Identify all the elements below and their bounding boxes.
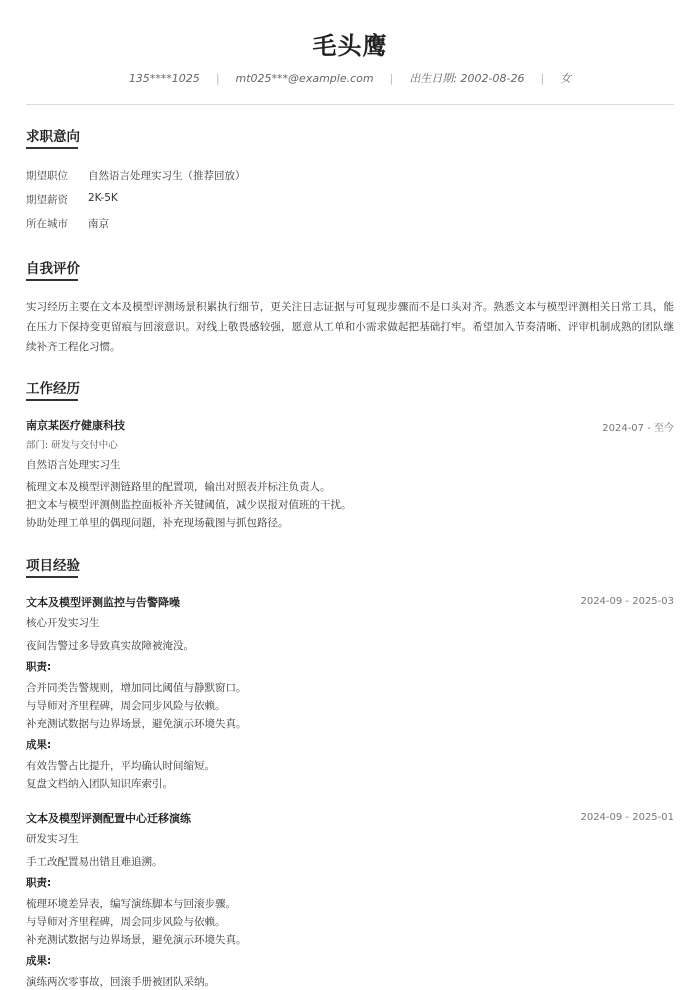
- gender: 女: [560, 72, 572, 85]
- section-title-work: 工作经历: [26, 377, 80, 397]
- duty-item: 梳理环境差异表，编写演练脚本与回滚步骤。: [26, 898, 236, 910]
- intent-value: 自然语言处理实习生（推荐回放）: [88, 170, 246, 182]
- email-address: mt025***@example.com: [235, 71, 374, 85]
- result-item: 演练两次零事故，回滚手册被团队采纳。: [26, 976, 215, 988]
- section-title-projects: 项目经验: [26, 554, 80, 574]
- project-name: 文本及模型评测监控与告警降噪: [26, 596, 180, 609]
- duty-item: 补充测试数据与边界场景，避免演示环境失真。: [26, 934, 247, 946]
- company-name: 南京某医疗健康科技: [26, 419, 125, 432]
- intent-value: 南京: [88, 218, 109, 230]
- intent-key: 所在城市: [26, 218, 68, 230]
- result-label: 成果:: [26, 955, 52, 967]
- project-description: 手工改配置易出错且难追溯。: [26, 856, 163, 868]
- work-role: 自然语言处理实习生: [26, 459, 121, 471]
- work-department: 部门: 研发与交付中心: [26, 440, 118, 451]
- intent-key: 期望职位: [26, 170, 68, 182]
- result-item: 有效告警占比提升，平均确认时间缩短。: [26, 760, 215, 772]
- intent-key: 期望薪资: [26, 194, 68, 206]
- work-date: 2024-07 - 至今: [602, 423, 674, 434]
- duty-item: 与导师对齐里程碑，周会同步风险与依赖。: [26, 700, 226, 712]
- intent-row: [26, 192, 118, 207]
- duty-item: 与导师对齐里程碑，周会同步风险与依赖。: [26, 916, 226, 928]
- intent-value: 2K-5K: [88, 192, 118, 204]
- project-name: 文本及模型评测配置中心迁移演练: [26, 812, 191, 825]
- separator: |: [215, 71, 220, 85]
- duty-item: 合并同类告警规则，增加同比阈值与静默窗口。: [26, 682, 247, 694]
- project-date: 2024-09 - 2025-03: [580, 596, 674, 607]
- birth-date: 出生日期: 2002-08-26: [409, 72, 525, 85]
- work-bullet: 梳理文本及模型评测链路里的配置项，输出对照表并标注负责人。: [26, 481, 331, 493]
- result-item: 复盘文档纳入团队知识库索引。: [26, 778, 173, 790]
- project-date: 2024-09 - 2025-01: [580, 812, 674, 823]
- phone-number: 135****1025: [128, 71, 200, 85]
- contact-row: [26, 70, 674, 86]
- intent-row: [26, 168, 246, 183]
- candidate-name: 毛头鹰: [312, 32, 388, 60]
- separator: |: [389, 71, 394, 85]
- project-description: 夜间告警过多导致真实故障被淹没。: [26, 640, 194, 652]
- duty-label: 职责:: [26, 877, 52, 889]
- self-evaluation-text: 实习经历主要在文本及模型评测场景积累执行细节，更关注日志证据与可复现步骤而不是口头对齐。熟悉文本与模型评测相关日常工具，能在压力下保持变更留痕与回滚意识。对线上敬畏感较强，愿意从工单和小需求做起把基础打牢。希望加入节奏清晰、评审机制成熟的团队继续补齐工程化习惯。: [26, 301, 674, 353]
- project-role: 核心开发实习生: [26, 617, 100, 629]
- work-bullet: 把文本与模型评测侧监控面板补齐关键阈值，减少误报对值班的干扰。: [26, 499, 352, 511]
- duty-item: 补充测试数据与边界场景，避免演示环境失真。: [26, 718, 247, 730]
- section-title-intent: 求职意向: [26, 125, 80, 145]
- resume-header: [26, 0, 674, 105]
- result-label: 成果:: [26, 739, 52, 751]
- separator: |: [540, 71, 545, 85]
- work-bullet: 协助处理工单里的偶现问题，补充现场截图与抓包路径。: [26, 517, 289, 529]
- duty-label: 职责:: [26, 661, 52, 673]
- project-role: 研发实习生: [26, 833, 79, 845]
- section-title-self: 自我评价: [26, 257, 80, 277]
- intent-row: [26, 216, 109, 231]
